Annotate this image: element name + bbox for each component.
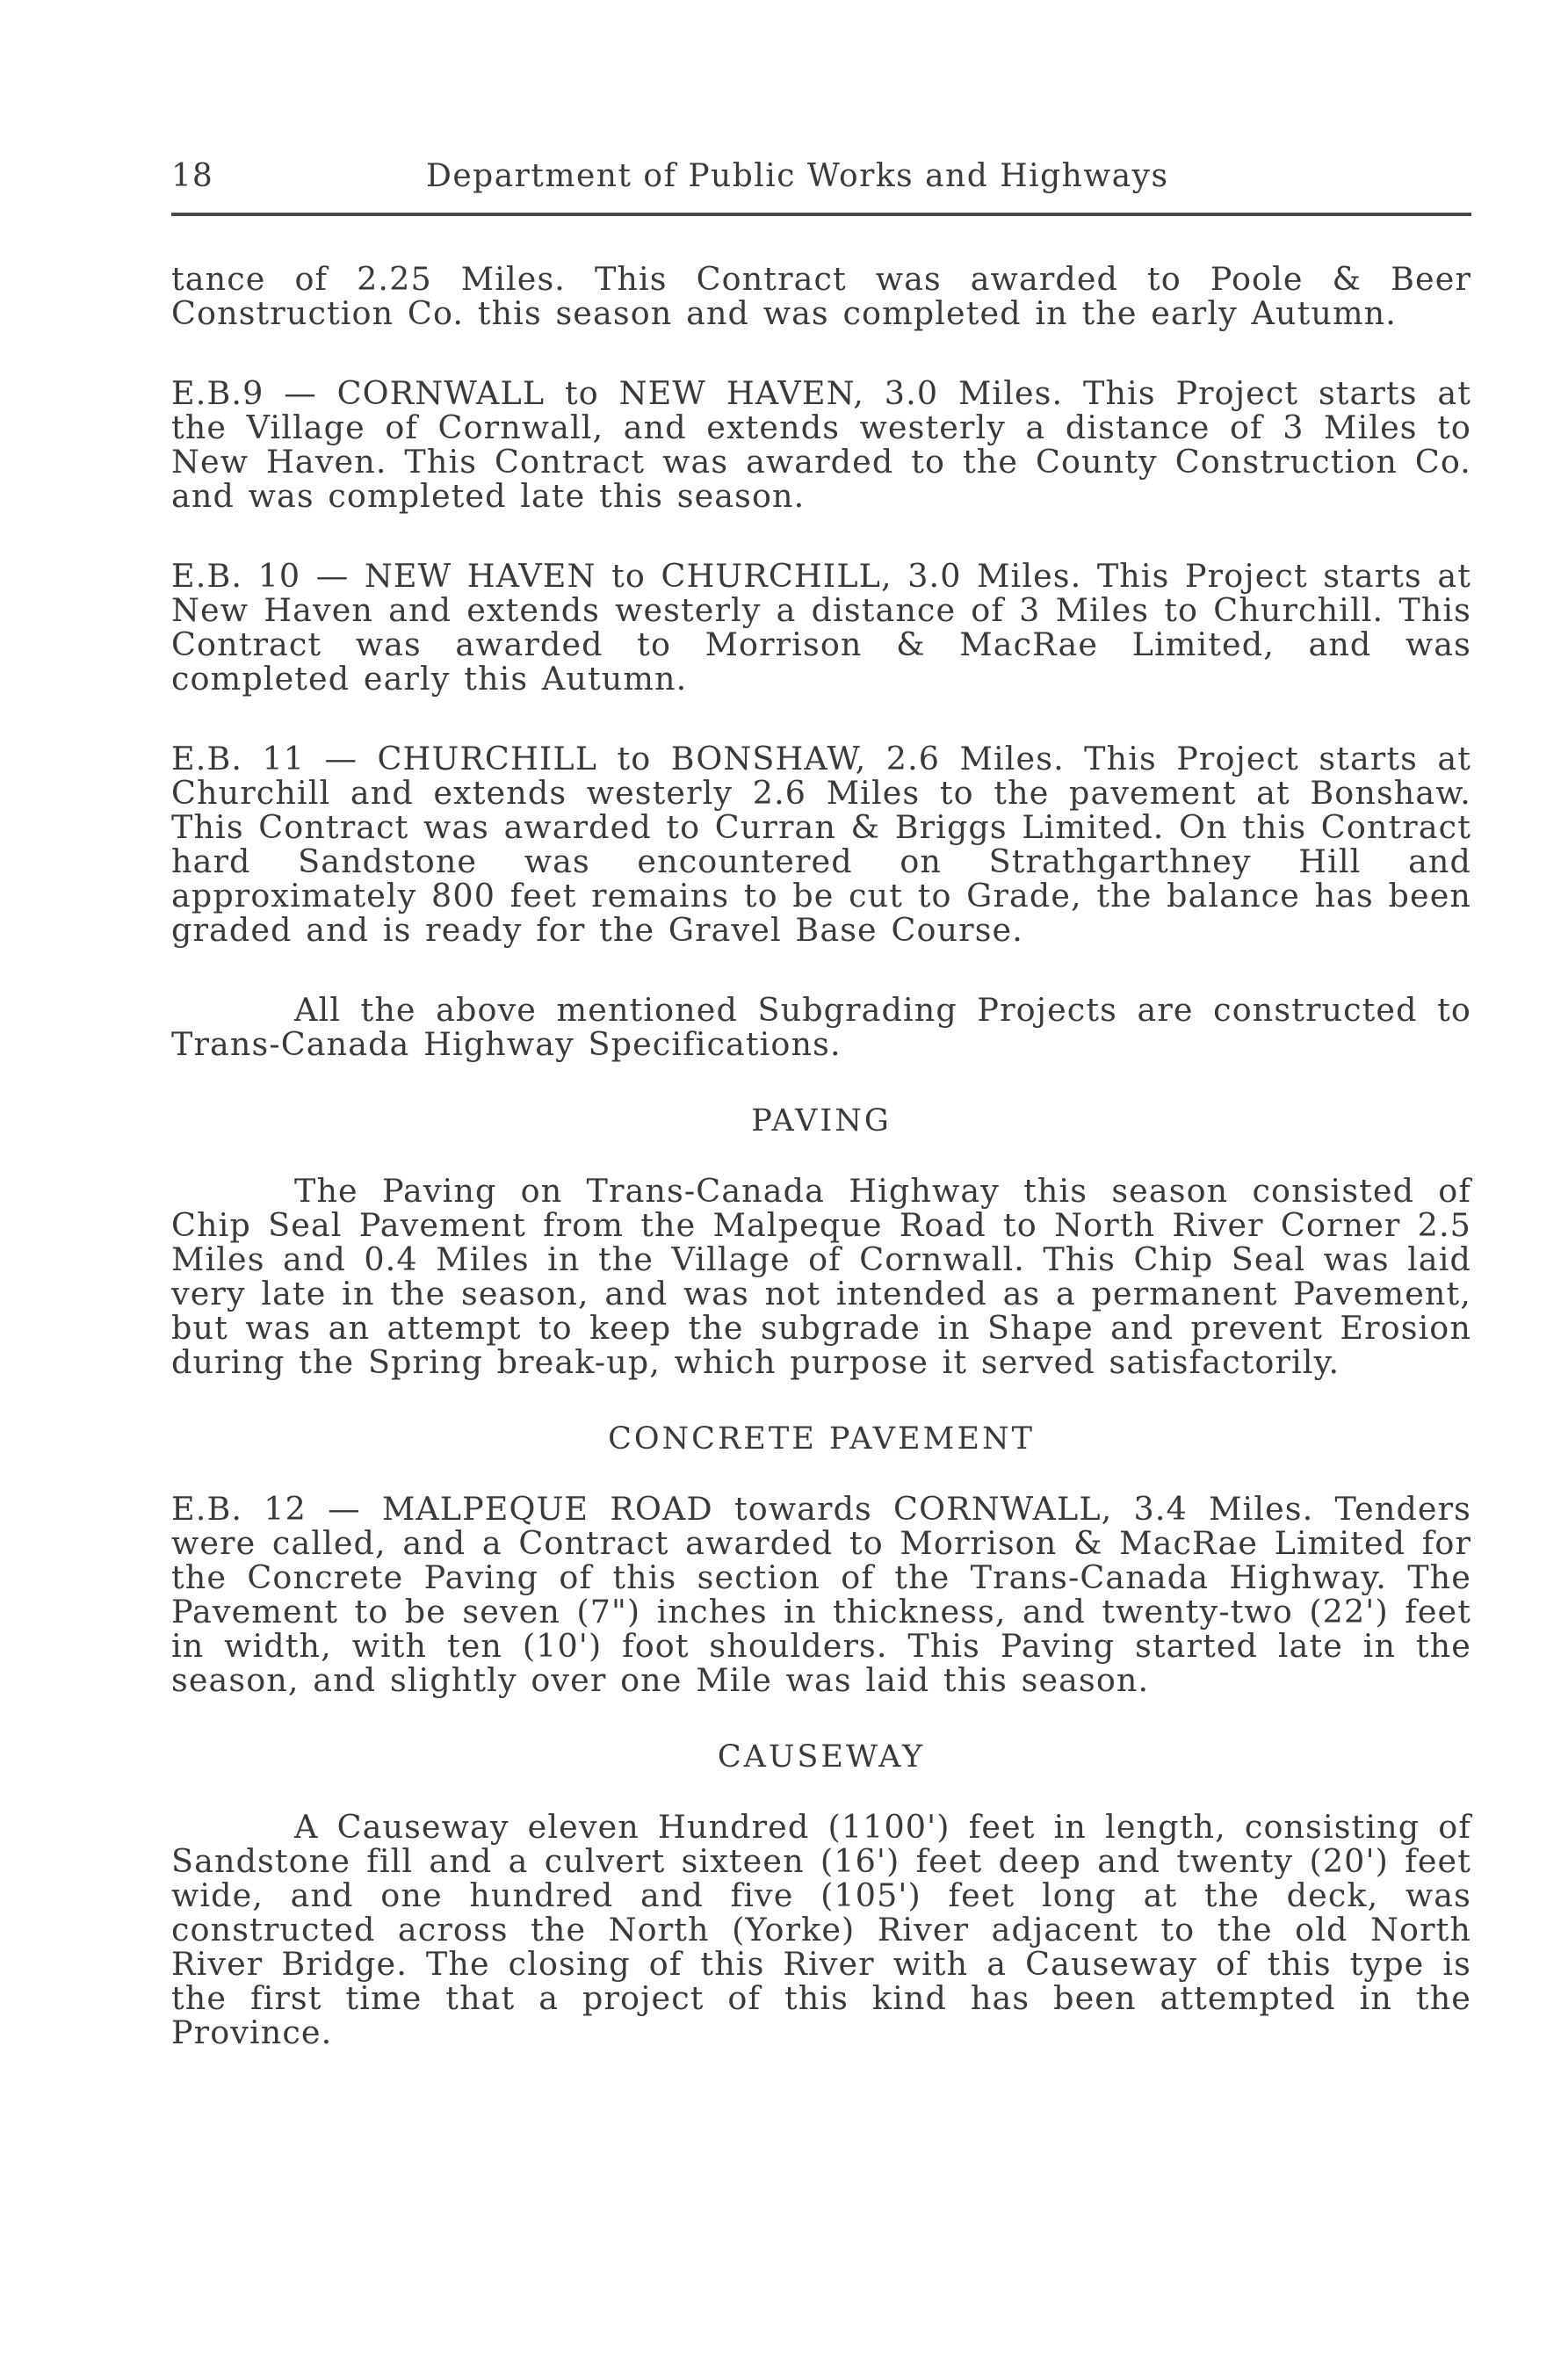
- paragraph-gap: [171, 1139, 1471, 1174]
- paragraph-eb10: E.B. 10 — NEW HAVEN to CHURCHILL, 3.0 Miles. This Project starts at New Haven and extends westerly a distance of 3 Miles to Churchill. This Contract was awarded to Morrison & MacRae Limited, and was completed early this Autumn.: [171, 557, 1471, 698]
- running-head: [171, 158, 1471, 211]
- heading-paving: PAVING: [751, 1103, 892, 1139]
- paragraph-gap: [171, 947, 1471, 993]
- paragraph-eb11: E.B. 11 — CHURCHILL to BONSHAW, 2.6 Miles. This Project starts at Churchill and extends westerly 2.6 Miles to the pavement at Bonshaw. This Contract was awarded to Curran & Briggs Limited. On this Contract hard Sandstone was encountered on Strathgarthney Hill and approximately 800 feet remains to be cut to Grade, the balance has been graded and is ready for the Gravel Base Course.: [171, 740, 1471, 949]
- paragraph-gap: [171, 1457, 1471, 1492]
- paragraph-eb9: E.B.9 — CORNWALL to NEW HAVEN, 3.0 Miles. This Project starts at the Village of Cornwall, and extends westerly a distance of 3 Miles to New Haven. This Contract was awarded to the County Construction Co. and was completed late this season.: [171, 374, 1471, 515]
- paragraph-gap: [171, 1775, 1471, 1810]
- paragraph-continuation: tance of 2.25 Miles. This Contract was awarded to Poole & Beer Construction Co. this season and was completed in the early Autumn.: [171, 260, 1471, 332]
- document-page: [171, 158, 1471, 2051]
- paragraph-causeway: A Causeway eleven Hundred (1100') feet in length, consisting of Sandstone fill and a culvert sixteen (16') feet deep and twenty (20') feet wide, and one hundred and five (105') feet long at the deck, was constructed across the North (Yorke) River adjacent to the old North River Bridge. The closing of this River with a Causeway of this type is the first time that a project of this kind has been attempted in the Province.: [171, 1808, 1471, 2051]
- paragraph-eb12: E.B. 12 — MALPEQUE ROAD towards CORNWALL, 3.4 Miles. Tenders were called, and a Contract awarded to Morrison & MacRae Limited for the Concrete Paving of this section of the Trans-Canada Highway. The Pavement to be seven (7") inches in thickness, and twenty-two (22') feet in width, with ten (10') foot shoulders. This Paving started late in the season, and slightly over one Mile was laid this season.: [171, 1490, 1471, 1699]
- running-title: Department of Public Works and Highways: [426, 158, 1169, 194]
- paragraph-subgrading-summary: All the above mentioned Subgrading Projects are constructed to Trans-Canada Highway Specifications.: [171, 991, 1471, 1063]
- paragraph-paving: The Paving on Trans-Canada Highway this season consisted of Chip Seal Pavement from the Malpeque Road to North River Corner 2.5 Miles and 0.4 Miles in the Village of Cornwall. This Chip Seal was laid very late in the season, and was not intended as a permanent Pavement, but was an attempt to keep the subgrade in Shape and prevent Erosion during the Spring break-up, which purpose it served satisfactorily.: [171, 1172, 1471, 1381]
- paragraph-gap: [171, 696, 1471, 741]
- heading-concrete-pavement: CONCRETE PAVEMENT: [608, 1421, 1035, 1457]
- paragraph-gap: [171, 1061, 1471, 1103]
- paragraph-gap: [171, 330, 1471, 376]
- paragraph-gap: [171, 1697, 1471, 1739]
- paragraph-gap: [171, 1379, 1471, 1421]
- heading-causeway: CAUSEWAY: [717, 1739, 926, 1775]
- header-rule: [171, 213, 1471, 216]
- paragraph-gap: [171, 513, 1471, 559]
- body-text: [171, 262, 1471, 2050]
- page-number: 18: [171, 158, 213, 194]
